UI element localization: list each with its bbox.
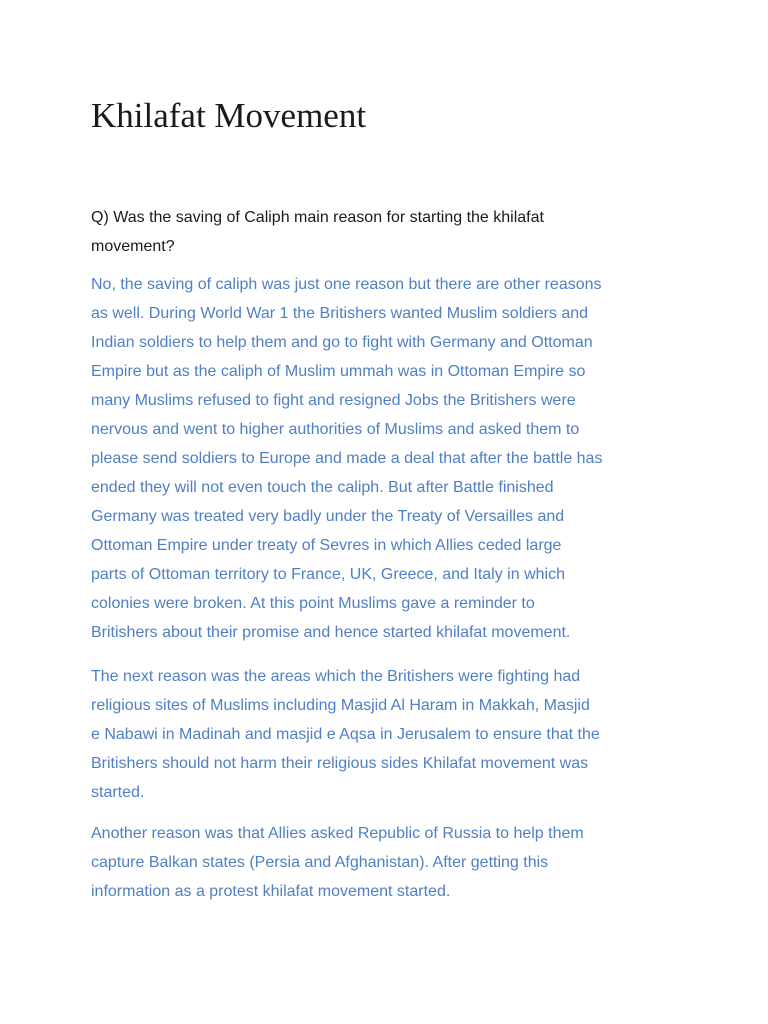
answer-line: information as a protest khilafat movement started. xyxy=(91,883,451,900)
answer-line: No, the saving of caliph was just one reason but there are other reasons xyxy=(91,276,602,293)
answer-line: Britishers about their promise and hence started khilafat movement. xyxy=(91,624,571,641)
answer-line: e Nabawi in Madinah and masjid e Aqsa in Jerusalem to ensure that the xyxy=(91,726,600,743)
answer-line: Germany was treated very badly under the Treaty of Versailles and xyxy=(91,508,565,525)
answer-line: Another reason was that Allies asked Republic of Russia to help them xyxy=(91,825,584,842)
question-line: Q) Was the saving of Caliph main reason for starting the khilafat xyxy=(91,209,544,226)
answer-paragraph-1 xyxy=(91,270,701,647)
answer-paragraph-2 xyxy=(91,662,701,807)
answer-line: Empire but as the caliph of Muslim ummah was in Ottoman Empire so xyxy=(91,363,586,380)
answer-line: nervous and went to higher authorities of Muslims and asked them to xyxy=(91,421,580,438)
answer-line: please send soldiers to Europe and made a deal that after the battle has xyxy=(91,450,603,467)
answer-line: Britishers should not harm their religious sides Khilafat movement was xyxy=(91,755,589,772)
answer-line: as well. During World War 1 the Britishers wanted Muslim soldiers and xyxy=(91,305,589,322)
answer-line: colonies were broken. At this point Muslims gave a reminder to xyxy=(91,595,535,612)
answer-line: religious sites of Muslims including Masjid Al Haram in Makkah, Masjid xyxy=(91,697,590,714)
question-line: movement? xyxy=(91,238,175,255)
question-paragraph xyxy=(91,203,691,261)
answer-line: many Muslims refused to fight and resigned Jobs the Britishers were xyxy=(91,392,576,409)
answer-line: parts of Ottoman territory to France, UK, Greece, and Italy in which xyxy=(91,566,565,583)
document-title: Khilafat Movement xyxy=(91,96,367,135)
answer-line: Ottoman Empire under treaty of Sevres in which Allies ceded large xyxy=(91,537,562,554)
answer-line: The next reason was the areas which the Britishers were fighting had xyxy=(91,668,581,685)
answer-line: capture Balkan states (Persia and Afghanistan). After getting this xyxy=(91,854,549,871)
answer-line: Indian soldiers to help them and go to fight with Germany and Ottoman xyxy=(91,334,593,351)
answer-line: started. xyxy=(91,784,145,801)
answer-line: ended they will not even touch the caliph. But after Battle finished xyxy=(91,479,554,496)
answer-paragraph-3 xyxy=(91,819,701,906)
